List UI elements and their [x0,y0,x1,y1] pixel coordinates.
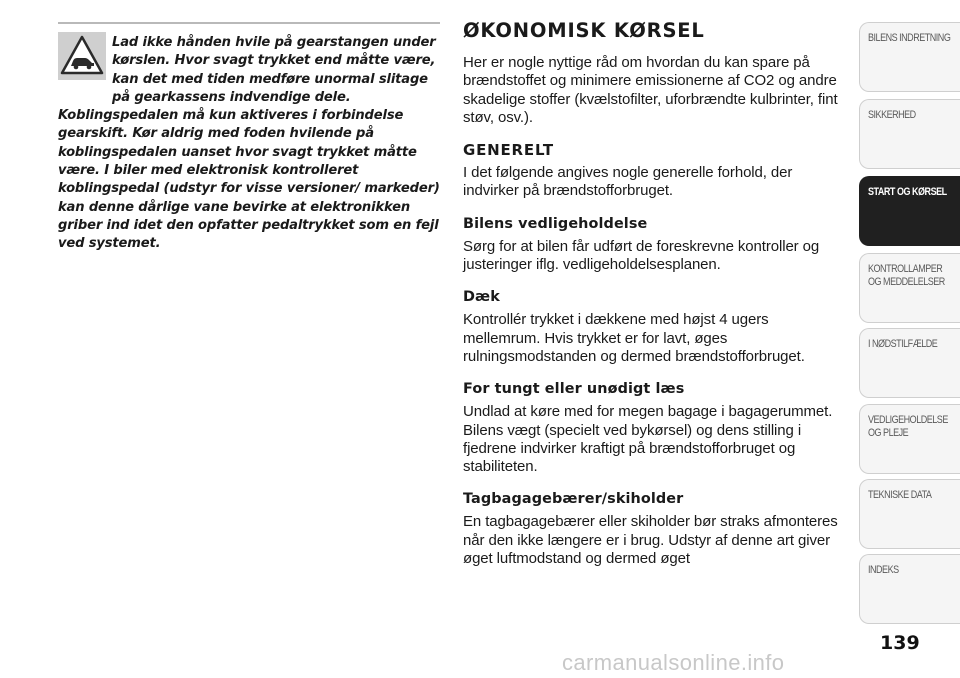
nav-tab-vedligeholdelse[interactable] [859,404,960,474]
nav-tab-kontrollamper[interactable] [859,253,960,323]
main-column [463,18,847,568]
nav-tab-label: KONTROLLAMPER OG MEDDELELSER [868,263,945,288]
nav-tab-indeks[interactable] [859,554,960,624]
nav-tab-label: SIKKERHED [868,109,916,121]
nav-tab-label: VEDLIGEHOLDELSE OG PLEJE [868,414,948,439]
nav-tab-label: START OG KØRSEL [868,186,947,198]
page-title: ØKONOMISK KØRSEL [463,19,705,42]
subsection-heading: Dæk [463,289,500,306]
nav-tab-label: BILENS INDRETNING [868,32,951,44]
section-heading: GENERELT [463,141,554,160]
intro-paragraph: Her er nogle nyttige råd om hvordan du kan spare på brændstoffet og minimere emissionerne af CO2 og andre skadelige stoffer (kvælstofilter, uforbrændte kulbrinter, fint støv, osv.). [463,54,838,126]
section-intro-paragraph: I det følgende angives nogle generelle forhold, der indvirker på brændstofforbruget. [463,164,793,200]
subsection-paragraph: Kontrollér trykket i dækkene med højst 4 ugers mellemrum. Hvis trykket er for lavt, øges rulningsmodstanden og dermed brændstofforbruget. [463,311,805,365]
nav-tab-label: TEKNISKE DATA [868,489,932,501]
page-number: 139 [880,632,920,654]
nav-tab-tekniske-data[interactable] [859,479,960,549]
nav-tab-i-nodstilfaelde[interactable] [859,328,960,398]
nav-tab-start-og-korsel[interactable] [859,176,960,246]
warning-top-rule [58,22,440,24]
subsection-heading: For tungt eller unødigt læs [463,381,685,398]
subsection-paragraph: Sørg for at bilen får udført de foreskrevne kontroller og justeringer iflg. vedligeholdelsesplanen. [463,237,820,274]
watermark: carmanualsonline.info [562,650,785,675]
subsection-heading: Bilens vedligeholdelse [463,215,648,232]
nav-tab-bilens-indretning[interactable] [859,22,960,92]
subsection-paragraph: Undlad at køre med for megen bagage i bagagerummet. Bilens vægt (specielt ved bykørsel) og dens stilling i fjedrene indvirker kraftigt på brændstofforbruget og stabiliteten. [463,403,833,476]
warning-text: Lad ikke hånden hvile på gearstangen under kørslen. Hvor svagt trykket end måtte være, kan det med tiden medføre unormal slitage på gearkassens indvendige dele. Koblingspedalen må kun aktiveres i forbindelse gearskift. Kør aldrig med foden hvilende på koblingspedalen uanset hvor svagt trykket måtte være. I biler med elektronisk kontrolleret koblingspedal (udstyr for visse versioner/ markeder) kan denne dårlige vane bevirke at elektronikken griber ind idet den opfatter pedaltrykket som en fejl ved systemet. [58,35,440,252]
subsection-heading: Tagbagagebærer/skiholder [463,491,684,508]
nav-tab-sikkerhed[interactable] [859,99,960,169]
subsection-paragraph: En tagbagagebærer eller skiholder bør straks afmonteres når den ikke længere er i brug. Udstyr af denne art giver øget luftmodstand og dermed øget [463,513,838,568]
nav-tab-label: I NØDSTILFÆLDE [868,338,938,350]
nav-tab-label: INDEKS [868,564,899,576]
